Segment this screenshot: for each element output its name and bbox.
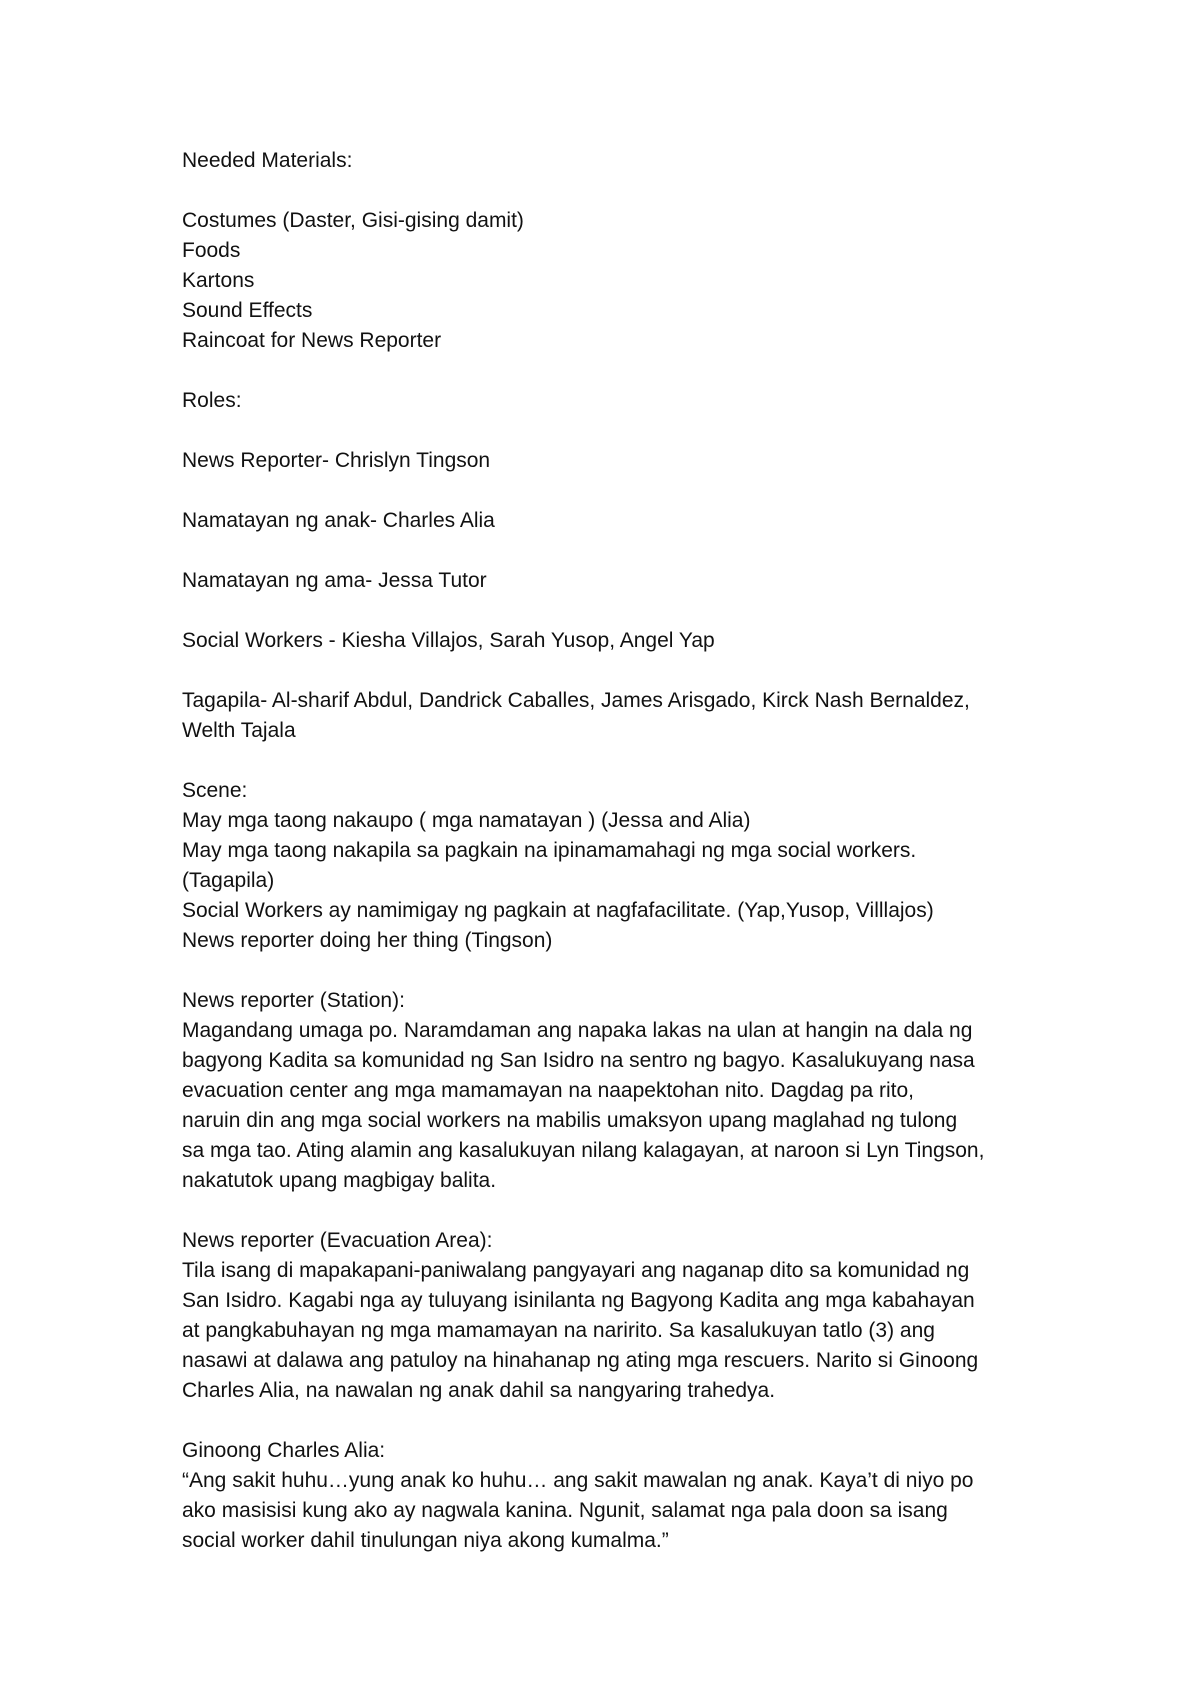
station-text: sa mga tao. Ating alamin ang kasalukuyan nilang kalagayan, at naroon si Lyn Tingson, (182, 1139, 985, 1162)
material-item: Kartons (182, 269, 255, 292)
material-item: Foods (182, 239, 241, 262)
station-text: naruin din ang mga social workers na mabilis umaksyon upang maglahad ng tulong (182, 1109, 958, 1132)
spacer (182, 956, 1042, 986)
material-item: Raincoat for News Reporter (182, 329, 442, 352)
evacuation-heading: News reporter (Evacuation Area): (182, 1229, 493, 1252)
spacer (182, 416, 1042, 446)
role-social-workers: Social Workers - Kiesha Villajos, Sarah Yusop, Angel Yap (182, 629, 715, 652)
scene-line: May mga taong nakapila sa pagkain na ipinamamahagi ng mga social workers. (182, 839, 917, 862)
spacer (182, 356, 1042, 386)
material-item: Sound Effects (182, 299, 313, 322)
evacuation-text: at pangkabuhayan ng mga mamamayan na naririto. Sa kasalukuyan tatlo (3) ang (182, 1319, 935, 1342)
roles-heading: Roles: (182, 389, 242, 412)
alia-quote: “Ang sakit huhu…yung anak ko huhu… ang sakit mawalan ng anak. Kaya’t di niyo po (182, 1469, 974, 1492)
evacuation-text: Charles Alia, na nawalan ng anak dahil sa nangyaring trahedya. (182, 1379, 776, 1402)
spacer (182, 176, 1042, 206)
scene-heading: Scene: (182, 779, 248, 802)
materials-heading: Needed Materials: (182, 149, 353, 172)
role-namatayan-anak: Namatayan ng anak- Charles Alia (182, 509, 495, 532)
alia-quote: ako masisisi kung ako ay nagwala kanina. Ngunit, salamat nga pala doon sa isang (182, 1499, 948, 1522)
station-text: bagyong Kadita sa komunidad ng San Isidro na sentro ng bagyo. Kasalukuyang nasa (182, 1049, 975, 1072)
spacer (182, 656, 1042, 686)
spacer (182, 476, 1042, 506)
scene-line: May mga taong nakaupo ( mga namatayan ) (Jessa and Alia) (182, 809, 751, 832)
scene-line: (Tagapila) (182, 869, 275, 892)
spacer (182, 1406, 1042, 1436)
document-body (182, 146, 1042, 1556)
spacer (182, 536, 1042, 566)
spacer (182, 1196, 1042, 1226)
scene-line: Social Workers ay namimigay ng pagkain at nagfafacilitate. (Yap,Yusop, Villlajos) (182, 899, 934, 922)
role-news-reporter: News Reporter- Chrislyn Tingson (182, 449, 491, 472)
role-tagapila: Tagapila- Al-sharif Abdul, Dandrick Caballes, James Arisgado, Kirck Nash Bernaldez, (182, 689, 970, 712)
evacuation-text: nasawi at dalawa ang patuloy na hinahanap ng ating mga rescuers. Narito si Ginoong (182, 1349, 979, 1372)
station-heading: News reporter (Station): (182, 989, 405, 1012)
spacer (182, 596, 1042, 626)
station-text: evacuation center ang mga mamamayan na naapektohan nito. Dagdag pa rito, (182, 1079, 914, 1102)
scene-line: News reporter doing her thing (Tingson) (182, 929, 553, 952)
station-text: nakatutok upang magbigay balita. (182, 1169, 497, 1192)
material-item: Costumes (Daster, Gisi-gising damit) (182, 209, 524, 232)
evacuation-text: Tila isang di mapakapani-paniwalang pangyayari ang naganap dito sa komunidad ng (182, 1259, 970, 1282)
alia-quote: social worker dahil tinulungan niya akong kumalma.” (182, 1529, 669, 1552)
alia-heading: Ginoong Charles Alia: (182, 1439, 386, 1462)
evacuation-text: San Isidro. Kagabi nga ay tuluyang isinilanta ng Bagyong Kadita ang mga kabahayan (182, 1289, 975, 1312)
station-text: Magandang umaga po. Naramdaman ang napaka lakas na ulan at hangin na dala ng (182, 1019, 973, 1042)
role-namatayan-ama: Namatayan ng ama- Jessa Tutor (182, 569, 487, 592)
spacer (182, 746, 1042, 776)
role-tagapila: Welth Tajala (182, 719, 296, 742)
